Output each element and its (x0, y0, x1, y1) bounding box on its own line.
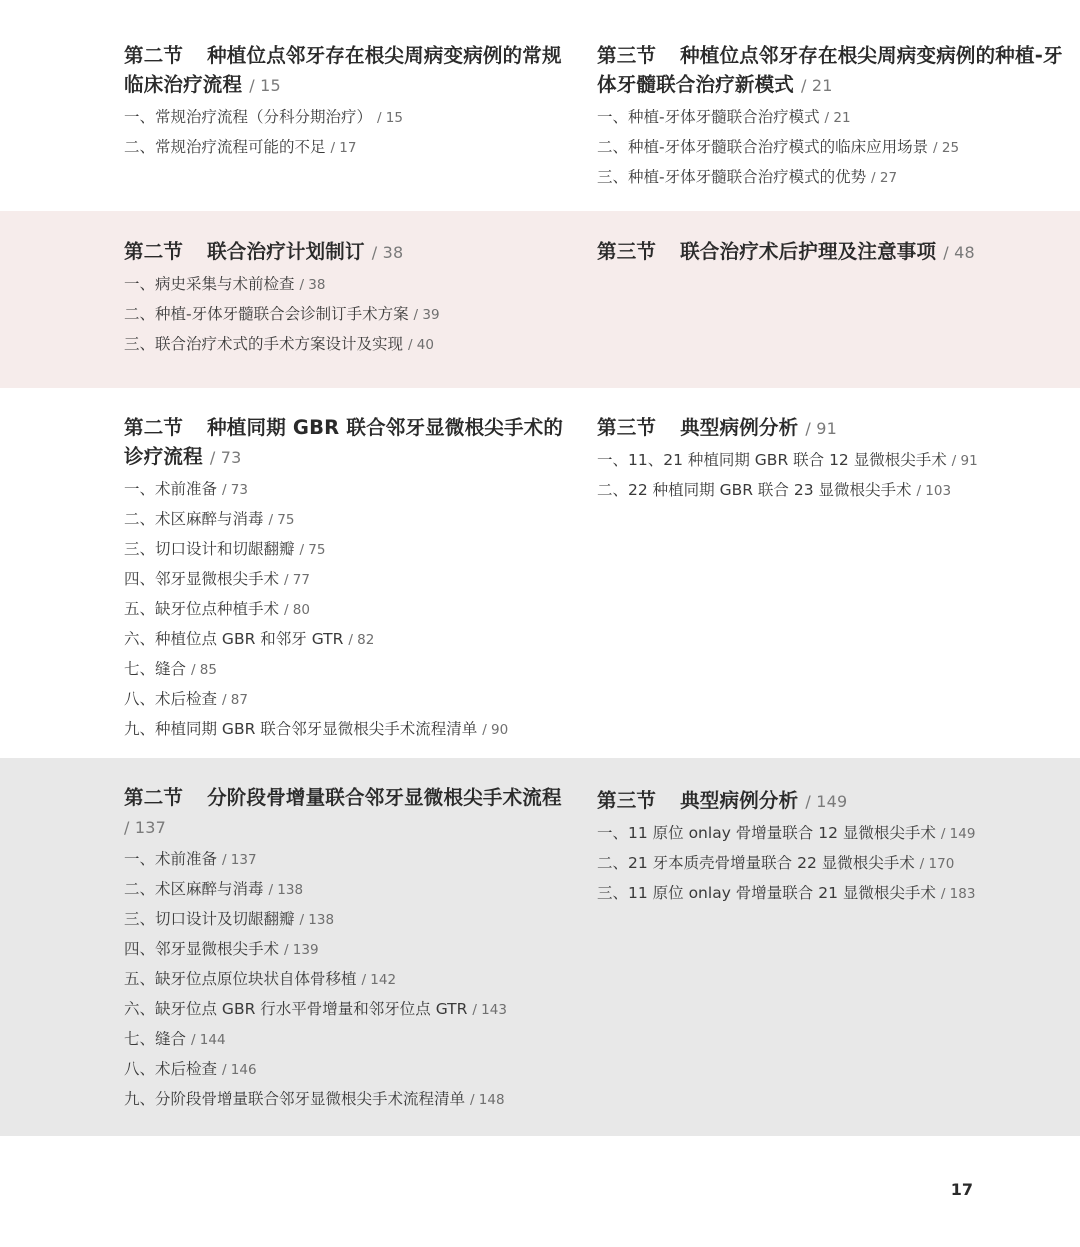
toc-column-right (597, 786, 1067, 909)
toc-item: 二、常规治疗流程可能的不足 / 17 (124, 138, 357, 156)
section-heading: 第三节 种植位点邻牙存在根尖周病变病例的种植-牙体牙髓联合治疗新模式 / 21 (597, 44, 1063, 96)
page-number: 17 (950, 1180, 973, 1199)
toc-column-left (124, 413, 574, 745)
toc-band-1 (0, 0, 1080, 211)
toc-item: 六、缺牙位点 GBR 行水平骨增量和邻牙位点 GTR / 143 (124, 1000, 507, 1018)
toc-item: 三、11 原位 onlay 骨增量联合 21 显微根尖手术 / 183 (597, 884, 976, 902)
toc-item: 三、联合治疗术式的手术方案设计及实现 / 40 (124, 335, 434, 353)
toc-item: 四、邻牙显微根尖手术 / 77 (124, 570, 310, 588)
toc-column-left (124, 237, 574, 360)
toc-item: 七、缝合 / 144 (124, 1030, 226, 1048)
toc-item: 一、病史采集与术前检查 / 38 (124, 275, 326, 293)
toc-column-right (597, 41, 1067, 193)
section-heading: 第三节 典型病例分析 / 149 (597, 789, 848, 812)
toc-item: 六、种植位点 GBR 和邻牙 GTR / 82 (124, 630, 375, 648)
toc-item: 八、术后检查 / 146 (124, 1060, 257, 1078)
toc-band-2 (0, 211, 1080, 388)
toc-column-right (597, 413, 1067, 506)
toc-item: 二、21 牙本质壳骨增量联合 22 显微根尖手术 / 170 (597, 854, 955, 872)
toc-item: 二、种植-牙体牙髓联合治疗模式的临床应用场景 / 25 (597, 138, 960, 156)
toc-item: 一、种植-牙体牙髓联合治疗模式 / 21 (597, 108, 851, 126)
toc-item: 八、术后检查 / 87 (124, 690, 248, 708)
toc-item: 五、缺牙位点原位块状自体骨移植 / 142 (124, 970, 397, 988)
toc-item: 七、缝合 / 85 (124, 660, 217, 678)
toc-item: 二、种植-牙体牙髓联合会诊制订手术方案 / 39 (124, 305, 440, 323)
toc-item: 二、术区麻醉与消毒 / 75 (124, 510, 295, 528)
toc-item: 二、术区麻醉与消毒 / 138 (124, 880, 304, 898)
toc-item: 四、邻牙显微根尖手术 / 139 (124, 940, 319, 958)
toc-band-4 (0, 758, 1080, 1136)
toc-item: 三、切口设计及切龈翻瓣 / 138 (124, 910, 335, 928)
toc-item: 一、常规治疗流程（分科分期治疗） / 15 (124, 108, 403, 126)
toc-item: 一、术前准备 / 73 (124, 480, 248, 498)
toc-column-left (124, 783, 574, 1115)
toc-item: 二、22 种植同期 GBR 联合 23 显微根尖手术 / 103 (597, 481, 952, 499)
toc-item: 九、分阶段骨增量联合邻牙显微根尖手术流程清单 / 148 (124, 1090, 505, 1108)
section-heading: 第二节 种植位点邻牙存在根尖周病变病例的常规临床治疗流程 / 15 (124, 44, 562, 96)
section-heading: 第三节 典型病例分析 / 91 (597, 416, 837, 439)
toc-item: 一、术前准备 / 137 (124, 850, 257, 868)
toc-column-right (597, 237, 1067, 270)
toc-item: 三、切口设计和切龈翻瓣 / 75 (124, 540, 326, 558)
toc-item: 一、11、21 种植同期 GBR 联合 12 显微根尖手术 / 91 (597, 451, 978, 469)
toc-item: 九、种植同期 GBR 联合邻牙显微根尖手术流程清单 / 90 (124, 720, 509, 738)
toc-item: 五、缺牙位点种植手术 / 80 (124, 600, 310, 618)
section-heading: 第三节 联合治疗术后护理及注意事项 / 48 (597, 240, 975, 263)
toc-item: 一、11 原位 onlay 骨增量联合 12 显微根尖手术 / 149 (597, 824, 976, 842)
toc-band-3 (0, 388, 1080, 758)
section-heading: 第二节 分阶段骨增量联合邻牙显微根尖手术流程 / 137 (124, 786, 562, 837)
section-heading: 第二节 种植同期 GBR 联合邻牙显微根尖手术的诊疗流程 / 73 (124, 416, 564, 468)
section-heading: 第二节 联合治疗计划制订 / 38 (124, 240, 404, 263)
toc-column-left (124, 41, 574, 163)
toc-item: 三、种植-牙体牙髓联合治疗模式的优势 / 27 (597, 168, 898, 186)
